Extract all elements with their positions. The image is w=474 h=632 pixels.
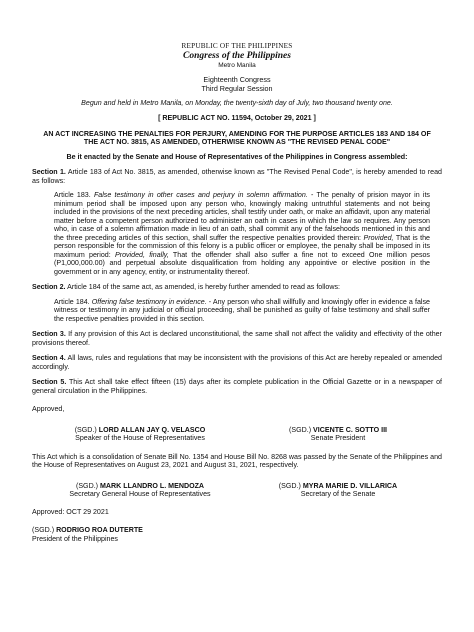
article-183-text-b: That is the person responsible for the commission of this felony is a public officer or employee, the penalty shall be imposed in its maximum period: xyxy=(54,233,431,259)
section-4-text: All laws, rules and regulations that may be inconsistent with the provisions of this Act are hereby repealed or amended accordingly. xyxy=(32,354,442,371)
section-5 xyxy=(32,378,442,395)
section-1 xyxy=(32,168,442,185)
sgd-mark: (SGD.) xyxy=(74,425,97,434)
president-name: RODRIGO ROA DUTERTE xyxy=(56,526,143,535)
congress-number: Eighteenth Congress xyxy=(203,74,271,84)
congress-heading: Congress of the Philippines xyxy=(183,50,291,61)
section-1-text: Article 183 of Act No. 3815, as amended, otherwise known as "The Revised Penal Code", is hereby amended to read as follows: xyxy=(32,168,442,185)
sgd-mark: (SGD.) xyxy=(278,481,301,490)
section-3 xyxy=(32,330,442,347)
signature-secretary-general xyxy=(32,482,248,499)
president-title: President of the Philippines xyxy=(32,534,118,543)
sgd-mark: (SGD.) xyxy=(75,481,99,490)
republic-act-number: [ REPUBLIC ACT NO. 11594, October 29, 2021 ] xyxy=(158,114,316,123)
sgd-mark: (SGD.) xyxy=(32,526,55,535)
senate-president-name: VICENTE C. SOTTO III xyxy=(313,425,388,434)
place-heading: Metro Manila xyxy=(218,62,256,70)
speaker-name: LORD ALLAN JAY Q. VELASCO xyxy=(98,425,206,434)
session-block xyxy=(32,75,442,93)
article-183-provided-finally: Provided, finally, xyxy=(114,250,169,259)
sgd-mark: (SGD.) xyxy=(288,425,312,434)
speaker-title: Speaker of the House of Representatives xyxy=(75,434,205,443)
article-183-lead: Article 183. xyxy=(54,191,91,200)
section-5-label: Section 5. xyxy=(32,378,67,387)
section-3-label: Section 3. xyxy=(32,330,66,339)
section-5-text: This Act shall take effect fifteen (15) days after its complete publication in the Official Gazette or in a newspaper of general circulation in the Philippines. xyxy=(32,378,442,395)
session-name: Third Regular Session xyxy=(201,83,273,93)
begun-statement: Begun and held in Metro Manila, on Monday, the twenty-sixth day of July, two thousand twenty one. xyxy=(81,98,393,107)
section-4 xyxy=(32,354,442,371)
signature-senate-secretary xyxy=(248,482,428,499)
enacting-clause: Be it enacted by the Senate and House of Representatives of the Philippines in Congress assembled: xyxy=(66,153,408,162)
signature-president xyxy=(32,526,442,543)
article-183-text-a: - The penalty of prision mayor in its minimum period shall be imposed upon any person who, knowingly making untruthful statements and not being included in the provisions of the next preceding articles, shall testify under oath, or make an affidavit, upon any material matter before a competent person authorized to administer an oath in cases in which the law so requires. Any person who, in case of a solemn affirmation made in lieu of an oath, shall commit any of the falsehoods mentioned in this and the three preceding articles of this section, shall suffer the respective penalties provided therein: xyxy=(54,191,430,242)
senate-secretary-name: MYRA MARIE D. VILLARICA xyxy=(302,481,398,490)
signature-senate-president xyxy=(248,426,428,443)
secretary-general-title: Secretary General House of Representatives xyxy=(69,490,211,499)
approved-label: Approved, xyxy=(32,405,65,414)
section-2-label: Section 2. xyxy=(32,283,66,292)
article-184-text: - Any person who shall willfully and knowingly offer in evidence a false witness or testimony in any judicial or official proceeding, shall be punished as guilty of false testimony and shall suffer the respective penalties provided in this section. xyxy=(54,297,430,323)
secretary-general-name: MARK LLANDRO L. MENDOZA xyxy=(100,481,205,490)
section-3-text: If any provision of this Act is declared unconstitutional, the same shall not affect the validity and effectivity of the other provisions thereof. xyxy=(32,330,442,347)
section-4-label: Section 4. xyxy=(32,354,66,363)
senate-secretary-title: Secretary of the Senate xyxy=(300,490,376,499)
article-184-lead: Article 184. xyxy=(54,297,90,306)
consolidation-note: This Act which is a consolidation of Senate Bill No. 1354 and House Bill No. 8268 was passed by the Senate of the Philippines and the House of Representatives on August 23, 2021 and August 31, 2021, respectively. xyxy=(32,452,442,470)
article-184-quote xyxy=(54,298,430,324)
signature-row-presiding xyxy=(32,426,442,443)
senate-president-title: Senate President xyxy=(310,434,366,443)
act-title: AN ACT INCREASING THE PENALTIES FOR PERJURY, AMENDING FOR THE PURPOSE ARTICLES 183 AND 184 OF THE ACT NO. 3815, AS AMENDED, OTHERWISE KNOWN AS "THE REVISED PENAL CODE" xyxy=(43,129,431,146)
signature-speaker xyxy=(32,426,248,443)
article-183-text-c: That the offender shall also suffer a fine not to exceed One million pesos (P1,000,000.00) and perpetual absolute disqualification from holding any appointive or elective position in the government or in any agency, entity, or instrumentality thereof. xyxy=(54,250,430,276)
section-2-text: Article 184 of the same act, as amended, is hereby further amended to read as follows: xyxy=(67,283,340,292)
article-183-heading: False testimony in other cases and perjury in solemn affirmation. xyxy=(93,191,308,200)
republic-heading: REPUBLIC OF THE PHILIPPINES xyxy=(181,42,293,50)
approved-date: Approved: OCT 29 2021 xyxy=(32,507,109,516)
article-184-heading: Offering false testimony in evidence. xyxy=(91,297,207,306)
article-183-quote xyxy=(54,191,430,276)
section-1-label: Section 1. xyxy=(32,168,66,177)
signature-row-secretaries xyxy=(32,482,442,499)
article-183-provided: Provided, xyxy=(363,233,394,242)
section-2 xyxy=(32,283,442,292)
document-header xyxy=(32,42,442,93)
